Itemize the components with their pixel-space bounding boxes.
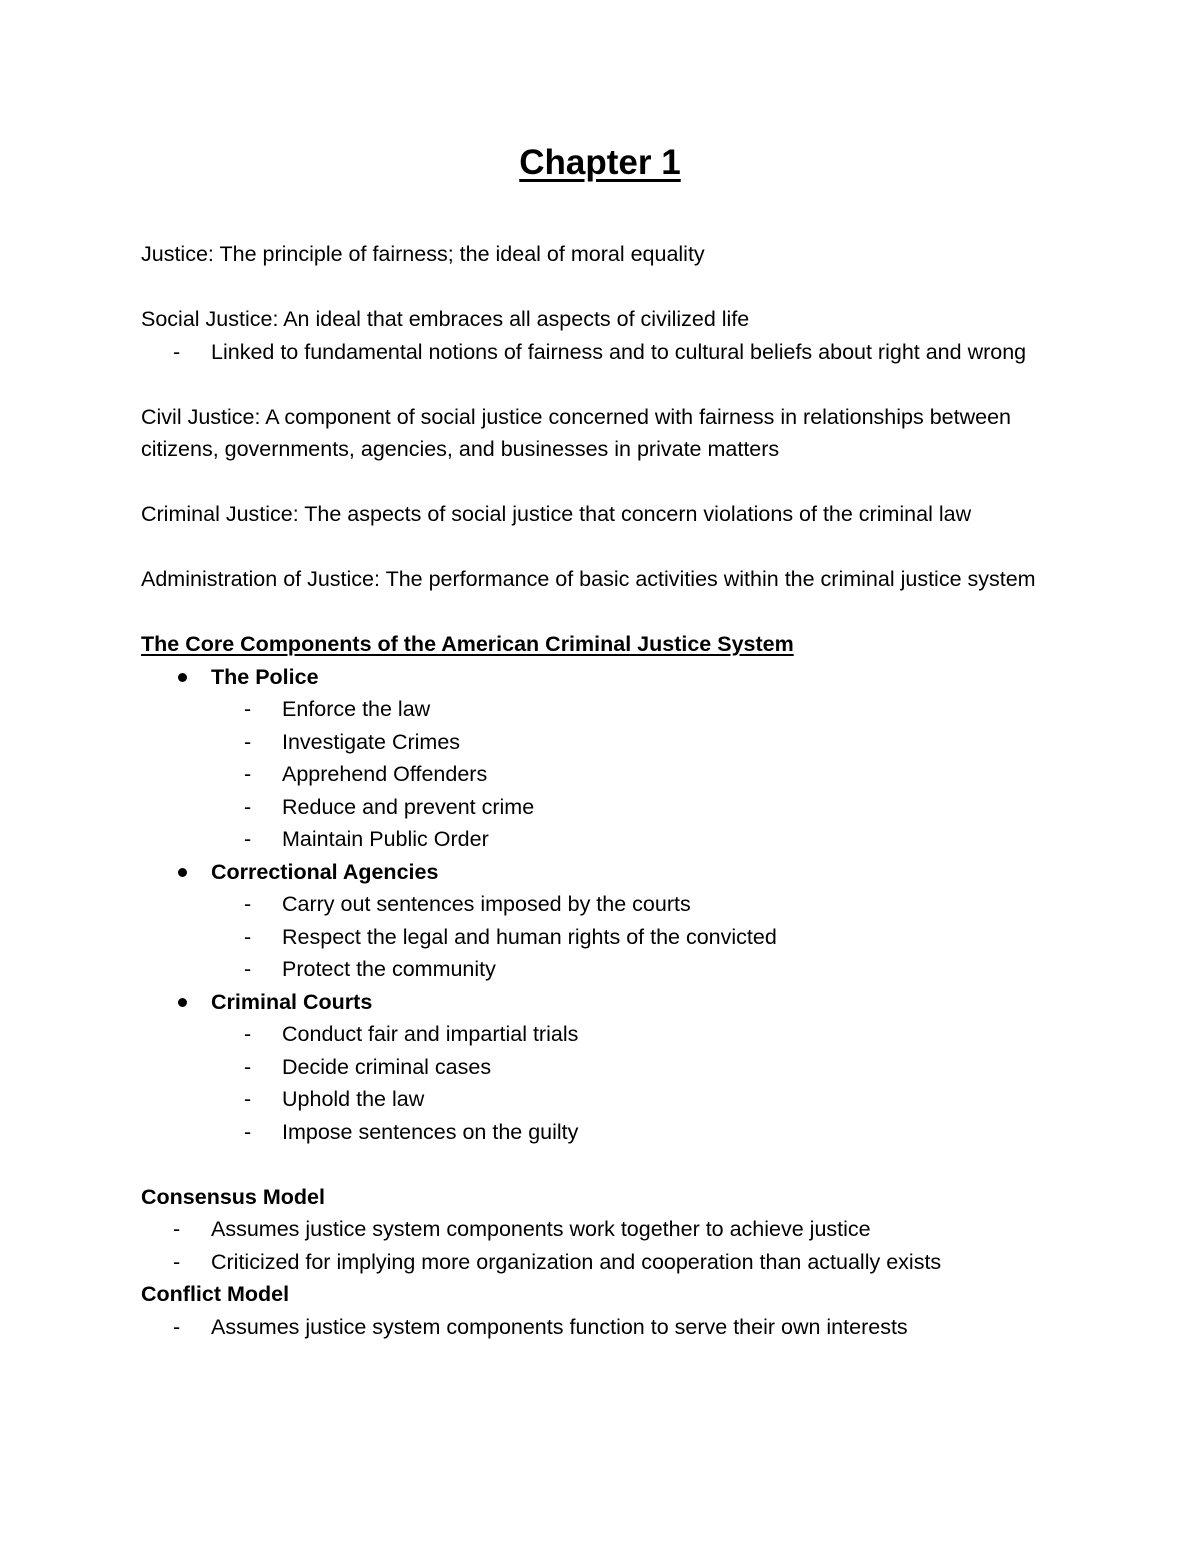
list-item-text: Criticized for implying more organization and cooperation than actually exists xyxy=(211,1249,942,1274)
list-item xyxy=(141,791,1061,824)
list-item-text: Impose sentences on the guilty xyxy=(282,1119,579,1144)
component-correctional-agencies xyxy=(141,856,1061,889)
dash-marker: - xyxy=(244,1054,252,1079)
list-item-text: Enforce the law xyxy=(282,697,431,721)
definition-social-justice: Social Justice: An ideal that embraces all aspects of civilized life xyxy=(141,307,750,331)
list-item xyxy=(141,758,1061,791)
dash-marker: - xyxy=(173,1249,181,1274)
dash-marker: - xyxy=(244,892,252,916)
heading-conflict-model: Conflict Model xyxy=(141,1282,290,1306)
page-title: Chapter 1 xyxy=(519,143,681,182)
list-item-text: Investigate Crimes xyxy=(282,729,461,754)
list-item-text: Respect the legal and human rights of the convicted xyxy=(282,924,777,949)
bullet-icon xyxy=(178,673,187,682)
component-name: The Police xyxy=(211,664,319,689)
list-item xyxy=(141,1116,1061,1149)
dash-marker: - xyxy=(244,1087,252,1111)
dash-marker: - xyxy=(244,697,252,721)
bullet-icon xyxy=(178,868,187,877)
document-body xyxy=(141,238,1061,1343)
list-item xyxy=(141,693,1061,726)
list-item xyxy=(141,921,1061,954)
list-item xyxy=(141,1213,1061,1246)
list-item-text: Assumes justice system components work together to achieve justice xyxy=(211,1217,871,1241)
list-item xyxy=(141,1051,1061,1084)
list-item-text: Reduce and prevent crime xyxy=(282,794,535,819)
list-item-text: Maintain Public Order xyxy=(282,827,489,851)
dash-marker: - xyxy=(244,762,252,786)
list-item-text: Uphold the law xyxy=(282,1087,425,1111)
definition-justice: Justice: The principle of fairness; the ideal of moral equality xyxy=(141,242,705,266)
list-item xyxy=(141,823,1061,856)
list-item xyxy=(141,1018,1061,1051)
definition-civil-justice: Civil Justice: A component of social justice concerned with fairness in relationships between citizens, governments, agencies, and businesses in private matters xyxy=(141,404,1012,461)
list-item xyxy=(141,726,1061,759)
definition-criminal-justice: Criminal Justice: The aspects of social justice that concern violations of the criminal law xyxy=(141,502,972,526)
dash-marker: - xyxy=(244,1022,252,1046)
definition-administration-of-justice: Administration of Justice: The performance of basic activities within the criminal justice system xyxy=(141,567,1036,591)
list-item-text: Conduct fair and impartial trials xyxy=(282,1022,579,1046)
component-criminal-courts xyxy=(141,986,1061,1019)
list-item xyxy=(141,953,1061,986)
heading-consensus-model: Consensus Model xyxy=(141,1184,325,1209)
dash-marker: - xyxy=(244,1119,252,1144)
component-police xyxy=(141,661,1061,694)
list-item xyxy=(141,1246,1061,1279)
dash-marker: - xyxy=(173,1217,181,1241)
list-item-text: Linked to fundamental notions of fairness and to cultural beliefs about right and wrong xyxy=(211,339,1027,364)
list-item xyxy=(141,888,1061,921)
list-item-text: Decide criminal cases xyxy=(282,1054,492,1079)
list-item-text: Protect the community xyxy=(282,957,496,981)
dash-marker: - xyxy=(244,957,252,981)
list-item-text: Assumes justice system components function to serve their own interests xyxy=(211,1314,908,1339)
dash-marker: - xyxy=(244,827,252,851)
bullet-icon xyxy=(178,998,187,1007)
section-heading-core-components: The Core Components of the American Criminal Justice System xyxy=(141,632,794,656)
list-item-text: Apprehend Offenders xyxy=(282,762,488,786)
component-name: Criminal Courts xyxy=(211,989,373,1014)
dash-marker: - xyxy=(244,924,252,949)
dash-marker: - xyxy=(244,729,252,754)
list-item xyxy=(141,336,1061,369)
list-item-text: Carry out sentences imposed by the courts xyxy=(282,892,691,916)
dash-marker: - xyxy=(173,339,181,364)
dash-marker: - xyxy=(244,794,252,819)
component-name: Correctional Agencies xyxy=(211,859,439,884)
list-item xyxy=(141,1311,1061,1344)
list-item xyxy=(141,1083,1061,1116)
dash-marker: - xyxy=(173,1314,181,1339)
